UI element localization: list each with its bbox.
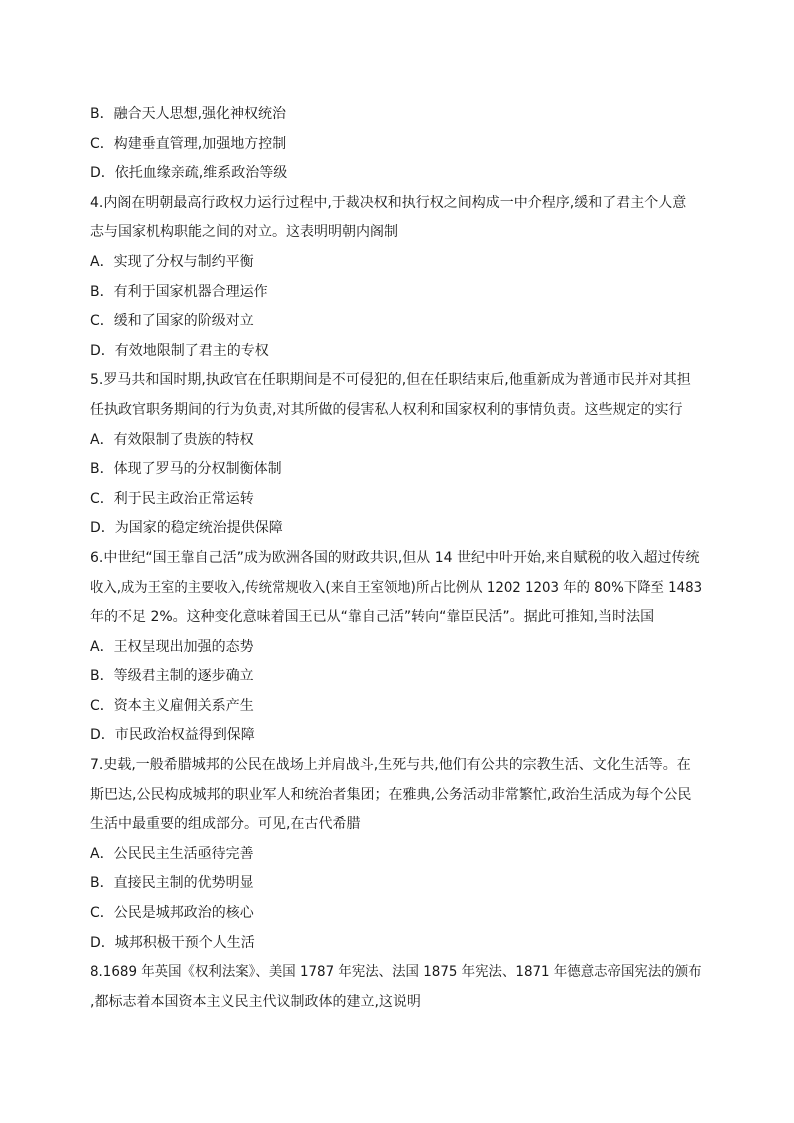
option-text: B．直接民主制的优势明显 — [90, 875, 254, 892]
option-text: D．市民政治权益得到保障 — [90, 727, 255, 744]
option-text: C．公民是城邦政治的核心 — [90, 905, 254, 922]
option-text: C．缓和了国家的阶级对立 — [90, 313, 254, 330]
option-text: D．依托血缘亲疏,维系政治等级 — [90, 165, 288, 182]
answer-option — [90, 100, 702, 130]
answer-option — [90, 633, 702, 663]
option-text: C．构建垂直管理,加强地方控制 — [90, 135, 287, 152]
question-text-line: 4.内阁在明朝最高行政权力运行过程中,于裁决权和执行权之间构成一中介程序,缓和了君主个人意 — [90, 194, 687, 211]
option-text: B．体现了罗马的分权制衡体制 — [90, 461, 282, 478]
question-text-line: ,都标志着本国资本主义民主代议制政体的建立,这说明 — [90, 993, 421, 1010]
question-text-line: 8.1689 年英国《权利法案》、美国 1787 年宪法、法国 1875 年宪法、1871 年德意志帝国宪法的颁布 — [90, 964, 702, 981]
question-stem — [90, 544, 702, 633]
answer-option — [90, 159, 702, 189]
answer-option — [90, 278, 702, 308]
option-text: C．资本主义雇佣关系产生 — [90, 697, 254, 714]
question-text-line: 任执政官职务期间的行为负责,对其所做的侵害私人权利和国家权利的事情负责。这些规定的实行 — [90, 401, 683, 418]
answer-option — [90, 485, 702, 515]
question-text-line: 6.中世纪“国王靠自己活”成为欧洲各国的财政共识,但从 14 世纪中叶开始,来自赋税的收入超过传统 — [90, 549, 700, 566]
option-text: A．公民民主生活亟待完善 — [90, 845, 254, 862]
question-text-line: 5.罗马共和国时期,执政官在任职期间是不可侵犯的,但在任职结束后,他重新成为普通市民并对其担 — [90, 372, 691, 389]
option-text: A．实现了分权与制约平衡 — [90, 253, 254, 270]
option-text: D．有效地限制了君主的专权 — [90, 342, 269, 359]
question-stem — [90, 189, 702, 248]
answer-option — [90, 869, 702, 899]
exam-questions — [90, 100, 702, 1017]
question-text-line: 斯巴达,公民构成城邦的职业军人和统治者集团；在雅典,公务活动非常繁忙,政治生活成为每个公民 — [90, 786, 692, 803]
option-text: D．为国家的稳定统治提供保障 — [90, 520, 283, 537]
question-text-line: 志与国家机构职能之间的对立。这表明明朝内阁制 — [90, 224, 398, 241]
answer-option — [90, 455, 702, 485]
question-text-line: 年的不足 2%。这种变化意味着国王已从“靠自己活”转向“靠臣民活”。据此可推知,当时法国 — [90, 609, 655, 626]
option-text: A．王权呈现出加强的态势 — [90, 638, 254, 655]
option-text: C．利于民主政治正常运转 — [90, 490, 254, 507]
answer-option — [90, 130, 702, 160]
answer-option — [90, 307, 702, 337]
answer-option — [90, 721, 702, 751]
answer-option — [90, 692, 702, 722]
answer-option — [90, 899, 702, 929]
question-text-line: 7.史载,一般希腊城邦的公民在战场上并肩战斗,生死与共,他们有公共的宗教生活、文化生活等。在 — [90, 757, 691, 774]
answer-option — [90, 337, 702, 367]
option-text: D．城邦积极干预个人生活 — [90, 934, 255, 951]
question-stem — [90, 958, 702, 1017]
answer-option — [90, 840, 702, 870]
answer-option — [90, 248, 702, 278]
question-stem — [90, 751, 702, 840]
option-text: B．融合天人思想,强化神权统治 — [90, 106, 287, 122]
question-stem — [90, 366, 702, 425]
option-text: A．有效限制了贵族的特权 — [90, 431, 254, 448]
answer-option — [90, 929, 702, 959]
option-text: B．等级君主制的逐步确立 — [90, 668, 254, 685]
question-text-line: 生活中最重要的组成部分。可见,在古代希腊 — [90, 816, 361, 833]
question-text-line: 收入,成为王室的主要收入,传统常规收入(来自王室领地)所占比例从 1202 1203 年的 80%下降至 1483 — [90, 579, 703, 596]
answer-option — [90, 662, 702, 692]
answer-option — [90, 514, 702, 544]
option-text: B．有利于国家机器合理运作 — [90, 283, 268, 300]
answer-option — [90, 426, 702, 456]
